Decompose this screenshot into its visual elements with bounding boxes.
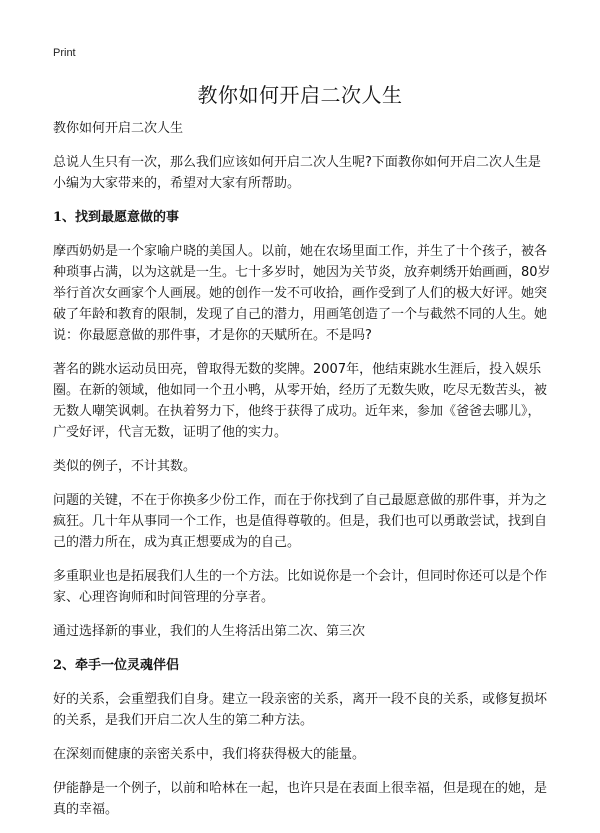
intro-paragraph: 总说人生只有一次，那么我们应该如何开启二次人生呢?下面教你如何开启二次人生是小编为大家带来的，希望对大家有所帮助。 xyxy=(53,155,541,191)
section-2-paragraph-1: 好的关系，会重塑我们自身。建立一段亲密的关系，离开一段不良的关系，或修复损坏的关系，是我们开启二次人生的第二种方法。 xyxy=(53,692,548,728)
section-1-paragraph-2: 著名的跳水运动员田亮，曾取得无数的奖牌。2007年，他结束跳水生涯后，投入娱乐圈。在新的领域，他如同一个丑小鸭，从零开始，经历了无数失败，吃尽无数苦头，被无数人嘲笑讽刺。在执着努力下，他终于获得了成功。近年来，参加《爸爸去哪儿》，广受好评，代言无数，证明了他的实力。 xyxy=(53,362,548,440)
section-1-heading: 1、找到最愿意做的事 xyxy=(53,210,180,225)
section-1-paragraph-6: 通过选择新的事业，我们的人生将活出第二次、第三次 xyxy=(53,624,366,639)
section-2-paragraph-2: 在深刻而健康的亲密关系中，我们将获得极大的能量。 xyxy=(53,747,366,762)
section-1-paragraph-3: 类似的例子，不计其数。 xyxy=(53,459,197,474)
section-1-paragraph-4: 问题的关键，不在于你换多少份工作，而在于你找到了自己最愿意做的那件事，并为之疯狂。几十年从事同一个工作，也是值得尊敬的。但是，我们也可以勇敢尝试，找到自己的潜力所在，成为真正想要成为的自己。 xyxy=(53,493,548,550)
article-subtitle: 教你如何开启二次人生 xyxy=(53,121,184,136)
print-link[interactable]: Print xyxy=(53,47,76,59)
section-2-heading: 2、牵手一位灵魂伴侣 xyxy=(53,658,180,673)
section-1-paragraph-1: 摩西奶奶是一个家喻户晓的美国人。以前，她在农场里面工作，并生了十个孩子，被各种琐事占满，以为这就是一生。七十多岁时，她因为关节炎，放弃刺绣开始画画，80岁举行首次女画家个人画展。她的创作一发不可收拾，画作受到了人们的极大好评。她突破了年龄和教育的限制，发现了自己的潜力，用画笔创造了一个与截然不同的人生。她说：你最愿意做的那件事，才是你的天赋所在。不是吗? xyxy=(53,244,551,343)
section-1-paragraph-5: 多重职业也是拓展我们人生的一个方法。比如说你是一个会计，但同时你还可以是个作家、心理咨询师和时间管理的分享者。 xyxy=(53,569,548,605)
article-body xyxy=(53,118,553,833)
section-2-paragraph-3: 伊能静是一个例子，以前和哈林在一起，也许只是在表面上很幸福，但是现在的她，是真的幸福。 xyxy=(53,781,548,817)
page-title: 教你如何开启二次人生 xyxy=(197,83,403,107)
